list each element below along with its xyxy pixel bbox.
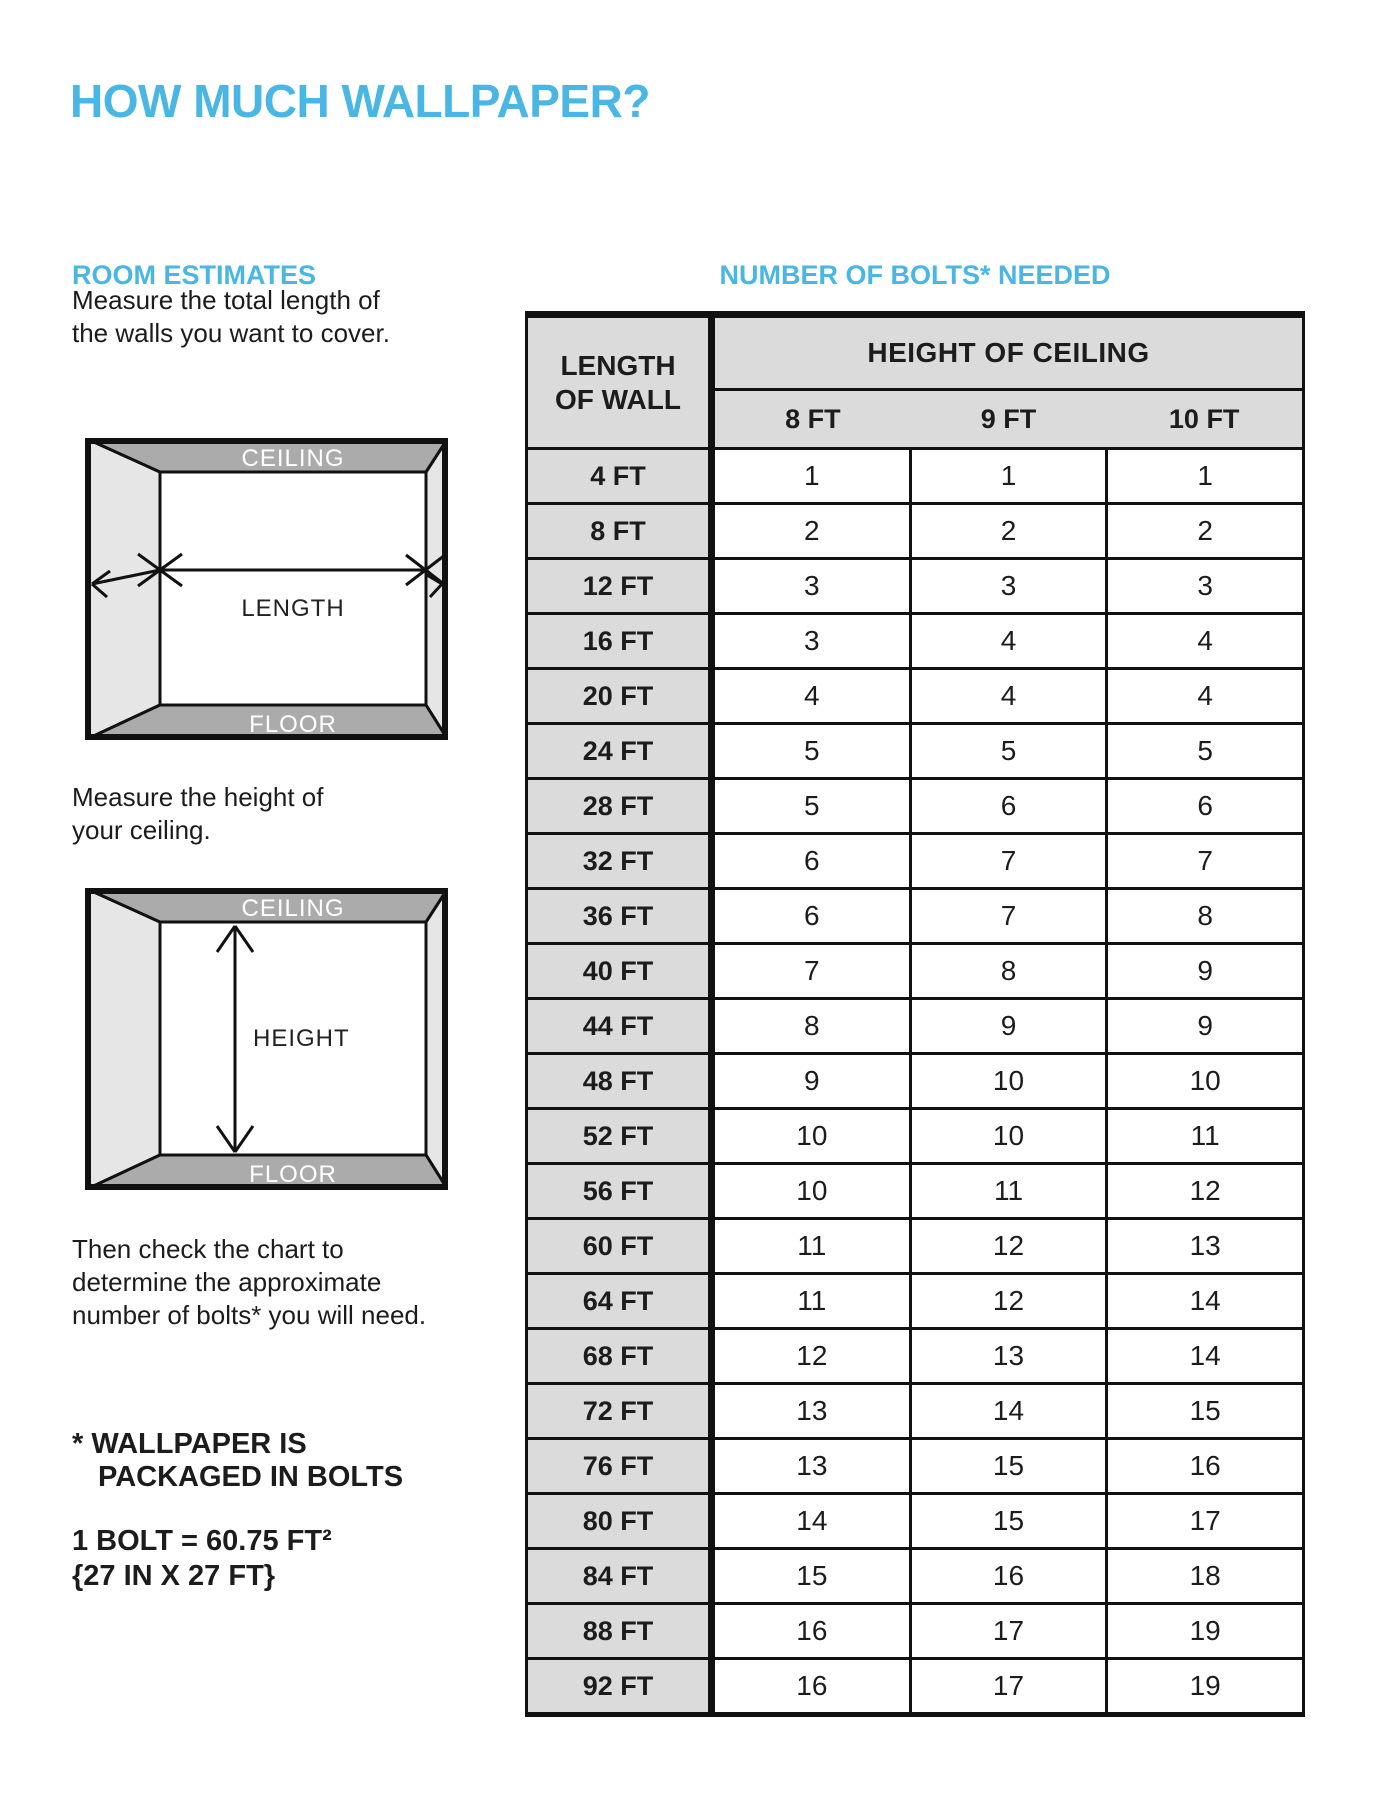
ceiling-label: CEILING <box>241 895 345 922</box>
value-cell: 4 <box>909 615 1106 667</box>
value-cell: 7 <box>1105 835 1302 887</box>
value-cell: 13 <box>1105 1220 1302 1272</box>
column-header-10ft: 10 FT <box>1168 403 1240 434</box>
value-cell: 10 <box>909 1110 1106 1162</box>
table-row <box>525 1052 1305 1107</box>
table-row <box>525 1602 1305 1657</box>
bolts-table-heading: NUMBER OF BOLTS* NEEDED <box>719 260 1111 290</box>
value-cell: 5 <box>1105 725 1302 777</box>
value-cell: 8 <box>715 1000 909 1052</box>
row-header-cell <box>528 318 708 447</box>
row-label: 84 FT <box>528 1550 708 1602</box>
value-cell: 2 <box>1105 505 1302 557</box>
row-label: 52 FT <box>528 1110 708 1162</box>
value-cell: 15 <box>909 1495 1106 1547</box>
value-cell: 11 <box>909 1165 1106 1217</box>
footnote-line: PACKAGED IN BOLTS <box>98 1461 404 1493</box>
value-cell: 13 <box>909 1330 1106 1382</box>
row-label: 48 FT <box>528 1055 708 1107</box>
row-label: 32 FT <box>528 835 708 887</box>
table-header <box>525 318 1305 447</box>
column-separator <box>708 890 715 942</box>
table-row <box>525 1162 1305 1217</box>
bolt-equation-line: {27 IN X 27 FT} <box>72 1560 276 1592</box>
value-cell: 3 <box>715 615 909 667</box>
value-cell: 19 <box>1105 1605 1302 1657</box>
table-row <box>525 502 1305 557</box>
bolts-table-body <box>525 447 1305 1717</box>
table-row <box>525 667 1305 722</box>
value-cell: 2 <box>909 505 1106 557</box>
value-cell: 11 <box>715 1275 909 1327</box>
column-separator <box>708 1055 715 1107</box>
column-separator <box>708 725 715 777</box>
footnote-line: * WALLPAPER IS <box>72 1428 307 1460</box>
column-separator <box>708 1605 715 1657</box>
paragraph-line: the walls you want to cover. <box>72 318 390 348</box>
value-cell: 5 <box>715 780 909 832</box>
value-cell: 11 <box>1105 1110 1302 1162</box>
column-separator <box>708 1440 715 1492</box>
value-cell: 15 <box>715 1550 909 1602</box>
column-separator <box>708 505 715 557</box>
table-row <box>525 777 1305 832</box>
value-cell: 9 <box>1105 1000 1302 1052</box>
value-cell: 4 <box>909 670 1106 722</box>
value-cell: 10 <box>715 1165 909 1217</box>
value-cell: 15 <box>1105 1385 1302 1437</box>
column-separator <box>708 1660 715 1712</box>
value-cell: 4 <box>1105 615 1302 667</box>
table-row <box>525 1547 1305 1602</box>
value-cell: 3 <box>909 560 1106 612</box>
value-cell: 1 <box>715 450 909 502</box>
row-label: 92 FT <box>528 1660 708 1712</box>
column-header-9ft: 9 FT <box>980 403 1037 434</box>
row-label: 20 FT <box>528 670 708 722</box>
value-cell: 8 <box>1105 890 1302 942</box>
value-cell: 14 <box>1105 1275 1302 1327</box>
paragraph-line: your ceiling. <box>72 815 211 845</box>
value-cell: 7 <box>909 835 1106 887</box>
value-cell: 10 <box>909 1055 1106 1107</box>
column-separator <box>708 945 715 997</box>
value-cell: 19 <box>1105 1660 1302 1712</box>
value-cell: 18 <box>1105 1550 1302 1602</box>
value-cell: 6 <box>1105 780 1302 832</box>
table-row <box>525 1107 1305 1162</box>
value-cell: 17 <box>909 1605 1106 1657</box>
value-cell: 14 <box>715 1495 909 1547</box>
value-cell: 1 <box>1105 450 1302 502</box>
header-right <box>715 318 1302 447</box>
column-group-header: HEIGHT OF CEILING <box>715 318 1302 391</box>
back-wall <box>160 472 426 705</box>
table-row <box>525 447 1305 502</box>
value-cell: 10 <box>715 1110 909 1162</box>
value-cell: 12 <box>909 1275 1106 1327</box>
column-header-8ft: 8 FT <box>785 403 841 434</box>
row-label: 8 FT <box>528 505 708 557</box>
column-headers <box>715 391 1302 447</box>
value-cell: 14 <box>909 1385 1106 1437</box>
table-row <box>525 1437 1305 1492</box>
column-separator <box>708 670 715 722</box>
row-label: 88 FT <box>528 1605 708 1657</box>
value-cell: 11 <box>715 1220 909 1272</box>
wallpaper-footnote <box>72 1428 403 1494</box>
value-cell: 9 <box>909 1000 1106 1052</box>
table-row <box>525 722 1305 777</box>
value-cell: 4 <box>715 670 909 722</box>
row-label: 76 FT <box>528 1440 708 1492</box>
value-cell: 17 <box>909 1660 1106 1712</box>
value-cell: 9 <box>1105 945 1302 997</box>
column-separator <box>708 1550 715 1602</box>
row-label: 4 FT <box>528 450 708 502</box>
height-label: HEIGHT <box>253 1025 350 1052</box>
value-cell: 12 <box>1105 1165 1302 1217</box>
value-cell: 15 <box>909 1440 1106 1492</box>
value-cell: 5 <box>909 725 1106 777</box>
table-row <box>525 1492 1305 1547</box>
row-label: 44 FT <box>528 1000 708 1052</box>
floor-label: FLOOR <box>249 711 337 738</box>
paragraph-line: Then check the chart to <box>72 1234 344 1264</box>
value-cell: 10 <box>1105 1055 1302 1107</box>
value-cell: 6 <box>715 835 909 887</box>
value-cell: 6 <box>909 780 1106 832</box>
column-separator <box>708 1275 715 1327</box>
column-separator <box>708 1000 715 1052</box>
row-label: 68 FT <box>528 1330 708 1382</box>
table-row <box>525 1217 1305 1272</box>
column-separator <box>708 318 715 447</box>
column-separator <box>708 1495 715 1547</box>
table-row <box>525 942 1305 997</box>
table-row <box>525 1327 1305 1382</box>
table-row <box>525 887 1305 942</box>
value-cell: 7 <box>715 945 909 997</box>
paragraph-line: number of bolts* you will need. <box>72 1300 427 1330</box>
column-separator <box>708 615 715 667</box>
value-cell: 3 <box>1105 560 1302 612</box>
column-separator <box>708 1110 715 1162</box>
table-row <box>525 997 1305 1052</box>
bolt-equation-line: 1 BOLT = 60.75 FT² <box>72 1525 332 1557</box>
row-label: 36 FT <box>528 890 708 942</box>
row-label: 72 FT <box>528 1385 708 1437</box>
value-cell: 5 <box>715 725 909 777</box>
row-header-line: LENGTH <box>560 349 676 381</box>
column-separator <box>708 1385 715 1437</box>
value-cell: 8 <box>909 945 1106 997</box>
value-cell: 14 <box>1105 1330 1302 1382</box>
value-cell: 12 <box>909 1220 1106 1272</box>
column-separator <box>708 1220 715 1272</box>
column-separator <box>708 560 715 612</box>
paragraph-line: Measure the total length of <box>72 285 380 315</box>
table-row <box>525 832 1305 887</box>
column-separator <box>708 450 715 502</box>
ceiling-label: CEILING <box>241 445 345 472</box>
length-label: LENGTH <box>241 595 345 622</box>
column-separator <box>708 835 715 887</box>
value-cell: 3 <box>715 560 909 612</box>
row-label: 16 FT <box>528 615 708 667</box>
ceiling-height-diagram <box>85 888 448 1190</box>
value-cell: 17 <box>1105 1495 1302 1547</box>
table-row <box>525 1657 1305 1712</box>
column-separator <box>708 1165 715 1217</box>
paragraph-line: determine the approximate <box>72 1267 382 1297</box>
value-cell: 7 <box>909 890 1106 942</box>
row-label: 64 FT <box>528 1275 708 1327</box>
column-separator <box>708 780 715 832</box>
floor-label: FLOOR <box>249 1161 337 1188</box>
value-cell: 13 <box>715 1385 909 1437</box>
row-label: 56 FT <box>528 1165 708 1217</box>
row-label: 80 FT <box>528 1495 708 1547</box>
value-cell: 12 <box>715 1330 909 1382</box>
check-chart-paragraph <box>72 1233 426 1332</box>
value-cell: 13 <box>715 1440 909 1492</box>
value-cell: 16 <box>1105 1440 1302 1492</box>
paragraph-line: Measure the height of <box>72 782 324 812</box>
table-row <box>525 1382 1305 1437</box>
table-top-border <box>525 311 1305 318</box>
column-separator <box>708 1330 715 1382</box>
measure-length-paragraph <box>72 284 390 350</box>
row-label: 40 FT <box>528 945 708 997</box>
value-cell: 16 <box>909 1550 1106 1602</box>
row-label: 28 FT <box>528 780 708 832</box>
row-label: 60 FT <box>528 1220 708 1272</box>
value-cell: 6 <box>715 890 909 942</box>
bolt-equation <box>72 1524 332 1594</box>
value-cell: 4 <box>1105 670 1302 722</box>
measure-height-paragraph <box>72 781 324 847</box>
left-wall <box>85 888 160 1190</box>
value-cell: 2 <box>715 505 909 557</box>
row-label: 12 FT <box>528 560 708 612</box>
table-row <box>525 1272 1305 1327</box>
table-row <box>525 557 1305 612</box>
room-length-diagram <box>85 438 448 740</box>
bolts-table <box>525 311 1305 1717</box>
value-cell: 1 <box>909 450 1106 502</box>
room-estimates-heading: ROOM ESTIMATES <box>72 260 317 290</box>
value-cell: 16 <box>715 1605 909 1657</box>
page-title: HOW MUCH WALLPAPER? <box>70 75 650 127</box>
row-header-line: OF WALL <box>555 383 681 415</box>
value-cell: 9 <box>715 1055 909 1107</box>
value-cell: 16 <box>715 1660 909 1712</box>
row-label: 24 FT <box>528 725 708 777</box>
table-row <box>525 612 1305 667</box>
